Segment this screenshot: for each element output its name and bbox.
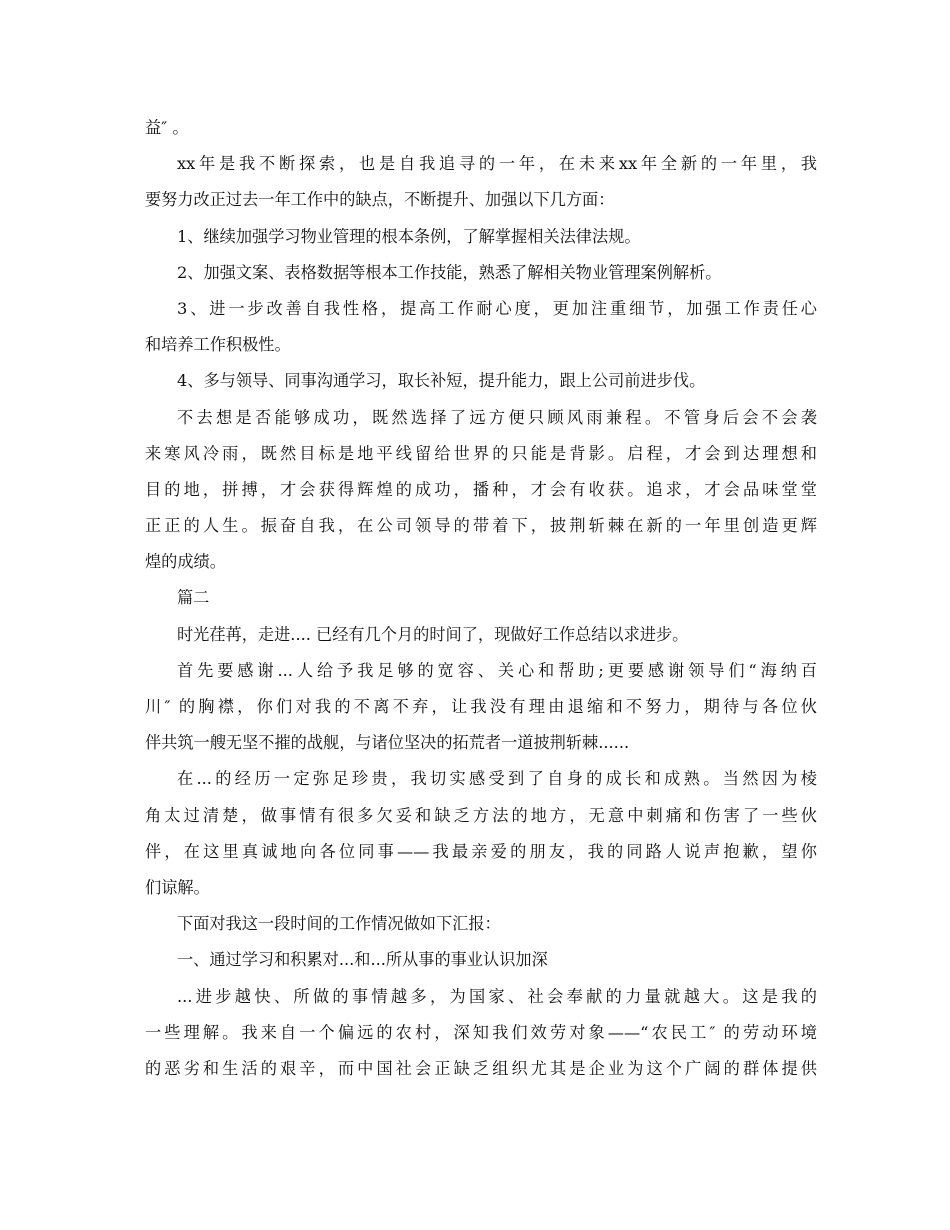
text-line: 的恶劣和生活的艰辛，而中国社会正缺乏组织尤其是企业为这个广阔的群体提供 bbox=[145, 1058, 817, 1078]
text-line: 2、加强文案、表格数据等根本工作技能，熟悉了解相关物业管理案例解析。 bbox=[177, 262, 722, 282]
text-line: ...进步越快、所做的事情越多，为国家、社会奉献的力量就越大。这是我的 bbox=[177, 986, 817, 1006]
text-line: 伴共筑一艘无坚不摧的战舰，与诸位坚决的拓荒者一道披荆斩棘...... bbox=[145, 733, 630, 753]
text-line: 伴，在这里真诚地向各位同事——我最亲爱的朋友，我的同路人说声抱歉，望你 bbox=[145, 841, 817, 861]
text-line: 要努力改正过去一年工作中的缺点，不断提升、加强以下几方面： bbox=[145, 190, 615, 210]
document-page bbox=[145, 110, 817, 1087]
text-line: 川″ 的胸襟，你们对我的不离不弃，让我没有理由退缩和不努力，期待与各位伙 bbox=[145, 697, 817, 716]
paragraph bbox=[145, 219, 817, 255]
text-line: 时光荏苒，走进.... 已经有几个月的时间了，现做好工作总结以求进步。 bbox=[177, 624, 689, 644]
paragraph bbox=[145, 291, 817, 363]
text-line: xx年是我不断探索，也是自我追寻的一年，在未来xx年全新的一年里，我 bbox=[177, 154, 817, 174]
paragraph bbox=[145, 146, 817, 218]
paragraph bbox=[145, 110, 817, 146]
text-line: 4、多与领导、同事沟通学习，取长补短，提升能力，跟上公司前进步伐。 bbox=[177, 371, 706, 391]
text-line: 目的地，拼搏，才会获得辉煌的成功，播种，才会有收获。追求，才会品味堂堂 bbox=[145, 479, 817, 499]
paragraph bbox=[145, 942, 817, 978]
paragraph bbox=[145, 761, 817, 906]
text-line: 1、继续加强学习物业管理的根本条例，了解掌握相关法律法规。 bbox=[177, 226, 641, 246]
paragraph bbox=[145, 255, 817, 291]
text-line: 益″ 。 bbox=[145, 118, 189, 137]
paragraph bbox=[145, 979, 817, 1088]
text-line: 一些理解。我来自一个偏远的农村，深知我们效劳对象——“农民工″ 的劳动环境 bbox=[145, 1022, 817, 1042]
paragraph bbox=[145, 617, 817, 653]
text-line: 来寒风冷雨，既然目标是地平线留给世界的只能是背影。启程，才会到达理想和 bbox=[145, 443, 817, 463]
paragraph bbox=[145, 363, 817, 399]
text-line: 们谅解。 bbox=[145, 877, 210, 897]
paragraph bbox=[145, 906, 817, 942]
text-line: 一、通过学习和积累对...和...所从事的事业认识加深 bbox=[177, 950, 548, 970]
text-line: 角太过清楚，做事情有很多欠妥和缺乏方法的地方，无意中刺痛和伤害了一些伙 bbox=[145, 805, 817, 825]
text-line: 煌的成绩。 bbox=[145, 552, 226, 572]
text-line: 首先要感谢...人给予我足够的宽容、关心和帮助;更要感谢领导们“海纳百 bbox=[177, 660, 817, 680]
paragraph bbox=[145, 400, 817, 581]
text-line: 正正的人生。振奋自我，在公司领导的带着下，披荆斩棘在新的一年里创造更辉 bbox=[145, 516, 817, 536]
text-line: 3、进一步改善自我性格，提高工作耐心度，更加注重细节，加强工作责任心 bbox=[177, 298, 817, 318]
text-line: 篇二 bbox=[177, 588, 210, 608]
text-line: 在...的经历一定弥足珍贵，我切实感受到了自身的成长和成熟。当然因为棱 bbox=[177, 769, 817, 789]
text-line: 下面对我这一段时间的工作情况做如下汇报： bbox=[177, 914, 501, 934]
text-line: 和培养工作积极性。 bbox=[145, 335, 291, 355]
paragraph bbox=[145, 653, 817, 762]
text-line: 不去想是否能够成功，既然选择了远方便只顾风雨兼程。不管身后会不会袭 bbox=[177, 407, 817, 427]
paragraph bbox=[145, 580, 817, 616]
